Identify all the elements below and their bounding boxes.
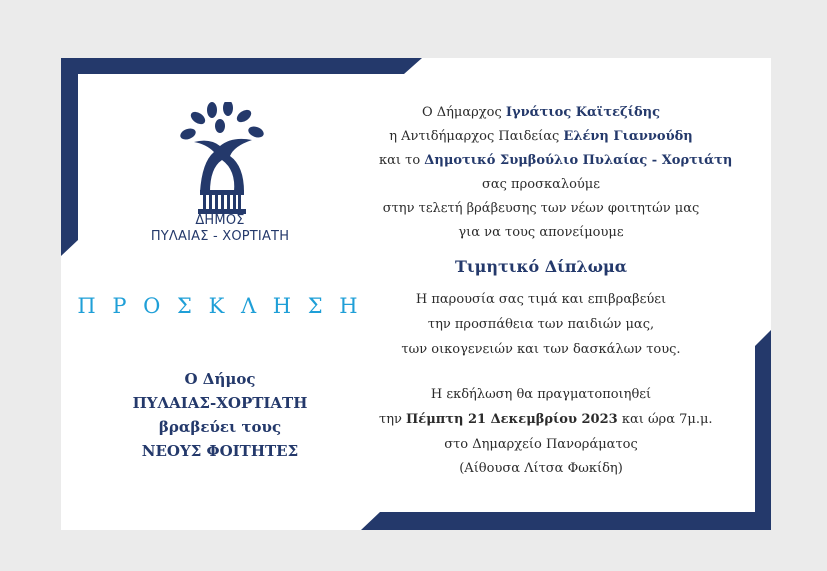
- presence-line-2: την προσπάθεια των παιδιών μας,: [427, 317, 655, 332]
- left-line-2: ΠΥΛΑΙΑΣ-ΧΟΡΤΙΑΤΗ: [132, 394, 308, 412]
- presence-line-1: Η παρουσία σας τιμά και επιβραβεύει: [415, 292, 667, 307]
- deputy-mayor-line: [379, 129, 703, 144]
- deputy-prefix: η Αντιδήμαρχος Παιδείας: [389, 129, 564, 144]
- deputy-name: Ελένη Γιαννούδη: [563, 129, 693, 144]
- date-prefix: την: [379, 412, 407, 427]
- invite-line: σας προσκαλούμε: [481, 177, 600, 192]
- mayor-prefix: Ο Δήμαρχος: [421, 105, 506, 120]
- mayor-line: [379, 105, 703, 120]
- left-line-4: ΝΕΟΥΣ ΦΟΙΤΗΤΕΣ: [141, 442, 299, 460]
- right-column: [379, 58, 771, 530]
- presence-line-3: των οικογενειών και των δασκάλων τους.: [401, 342, 681, 357]
- left-statement: [61, 367, 379, 463]
- ceremony-line: στην τελετή βράβευσης των νέων φοιτητών μας: [382, 201, 700, 216]
- invitation-title: Π Ρ Ο Σ Κ Λ Η Σ Η: [77, 294, 363, 318]
- event-date: Πέμπτη 21 Δεκεμβρίου 2023: [406, 412, 618, 427]
- olive-tree-column-logo-icon: [174, 102, 270, 222]
- council-line: [379, 153, 733, 168]
- council-name: Δημοτικό Συμβούλιο Πυλαίας - Χορτιάτη: [424, 153, 733, 168]
- logo-text-line-2: ΠΥΛΑΙΑΣ - ΧΟΡΤΙΑΤΗ: [150, 229, 290, 244]
- council-prefix: και το: [379, 153, 425, 168]
- logo-text-line-1: ΔΗΜΟΣ: [195, 213, 245, 228]
- award-line: για να τους απονείμουμε: [458, 225, 624, 240]
- event-line: Η εκδήλωση θα πραγματοποιηθεί: [430, 387, 652, 402]
- diploma-heading: Τιμητικό Δίπλωμα: [454, 257, 628, 276]
- hall-line: (Αίθουσα Λίτσα Φωκίδη): [459, 461, 623, 476]
- venue-line: στο Δημαρχείο Πανοράματος: [444, 437, 638, 452]
- event-time: και ώρα 7μ.μ.: [617, 412, 713, 427]
- mayor-name: Ιγνάτιος Καϊτεζίδης: [505, 105, 661, 120]
- left-line-3: βραβεύει τους: [158, 418, 282, 436]
- left-line-1: Ο Δήμος: [184, 370, 256, 388]
- left-column: [61, 58, 379, 530]
- date-line: [379, 412, 713, 427]
